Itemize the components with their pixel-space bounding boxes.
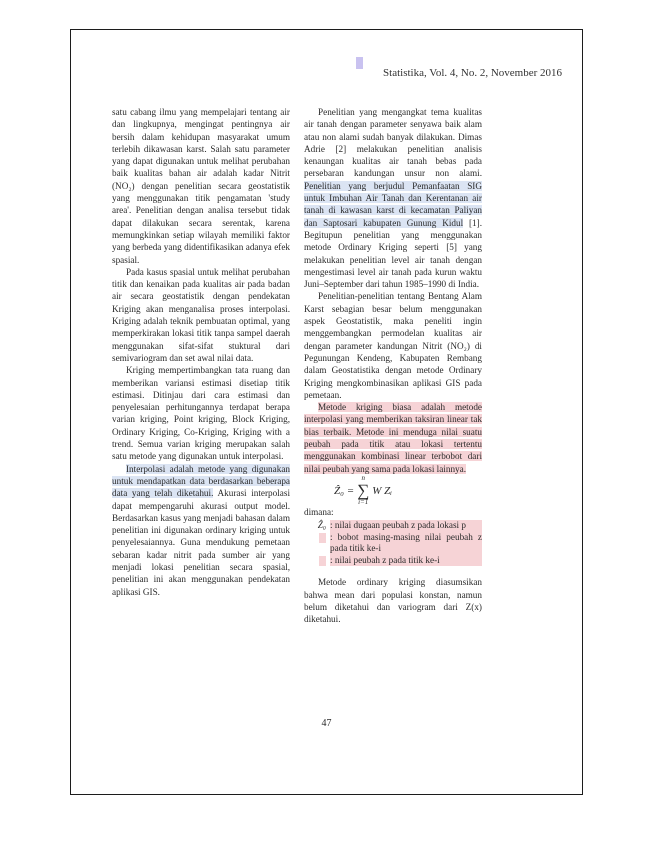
def2-text: : bobot masing-masing nilai peubah z pada titik ke-i (330, 531, 482, 554)
def2-symbol (304, 532, 330, 555)
def1-text: : nilai dugaan peubah z pada lokasi p (330, 520, 482, 532)
left-paragraph-3: Kriging mempertimbangkan tata ruang dan memberikan variansi estimasi disetiap titik estimasi. Ditinjau dari cara estimasi dan penyelesaian perhitungannya terdapat berapa varian kriging, Point kriging, Block Kriging, Ordinary Kriging, Co-Kriging, Kriging with a trend. Semua varian kriging merupakan salah satu metode yang digunakan untuk interpolasi. (112, 365, 290, 462)
dimana-label: dimana: (304, 506, 334, 517)
kriging-formula (334, 474, 482, 507)
selection-marker (356, 57, 363, 69)
sum-lower-limit: i=1 (358, 498, 369, 507)
sigma-icon: ∑ (357, 481, 370, 501)
page-number: 47 (321, 718, 332, 729)
definition-list (304, 520, 482, 566)
formula-lhs: Ẑ₀ = (334, 484, 355, 497)
study-highlight: Penelitian yang berjudul Pemanfaatan SIG untuk Imbuhan Air Tanah dan Kerentanan air tanah di kawasan karst di kecamatan Paliyan dan Saptosari kabupaten Gunung Kidul (304, 180, 482, 228)
formula-rhs: W Zᵢ (372, 484, 393, 497)
def1-symbol: Ẑ₀ (317, 520, 326, 531)
definition-1 (304, 520, 482, 532)
left-paragraph-2: Pada kasus spasial untuk melihat perubahan titik dan kenaikan pada kualitas air pada badan air secara geostatistik dengan pendekatan Kriging akan menganalisa proses interpolasi. Kriging adalah teknik pembuatan optimal, yang memperkirakan lokasi titik tanpa sampel daerah menggunakan sifat-sifat stuktural dari semivariogram dan set awal nilai data. (112, 266, 290, 363)
right-paragraph-1a: Penelitian yang mengangkat tema kualitas air tanah dengan parameter senyawa baik alam atau non alami sudah banyak dilakukan. Dimas Adrie [2] melakukan penelitian analisis kenaungan kualitas air tanah bebas pada persebaran kandungan unsur non alami. (304, 107, 482, 179)
sum-upper-limit: n (361, 474, 365, 483)
document-page (70, 29, 583, 795)
left-paragraph-4-rest: Akurasi interpolasi dapat mempengaruhi akurasi output model. Berdasarkan kasus yang menjadi bahasan dalam penelitian ini digunakan ordinary kriging untuk penyelesaiannya. Guna mendukung pemetaan sebaran kadar nitrit pada sumber air yang menjadi lokasi penelitian secara spasial, penelitian ini akan menggunakan pendekatan aplikasi GIS. (112, 488, 290, 597)
definition-3 (304, 555, 482, 567)
right-paragraph-3 (304, 401, 482, 475)
right-paragraph-1c: [1]. Begitupun penelitian yang menggunakan metode Ordinary Kriging seperti [5] yang melakukan penelitian level air tanah dengan mengestimasi level air tanah pada kurun waktu Juni–September dari tahun 1985–1990 di India. (304, 217, 483, 290)
running-header: Statistika, Vol. 4, No. 2, November 2016 (383, 67, 562, 79)
right-paragraph-2: Penelitian-penelitian tentang Bentang Alam Karst sebagian besar belum menggunakan aspek Geostatistik, maka peneliti ingin menggembangkan permodelan kualitas air dengan parameter kandungan Nitrit (NO₂) di Pegunungan Kendeng, Kabupaten Rembang dalam Geostatistika dengan metode Ordinary Kriging mengkombinasikan aplikasi GIS pada pemetaan. (304, 291, 482, 400)
right-column (304, 106, 482, 625)
left-column (112, 106, 290, 598)
right-paragraph-1 (304, 106, 482, 290)
def3-symbol (304, 555, 330, 567)
kriging-highlight: Metode kriging biasa adalah metode interpolasi yang memberikan taksiran linear tak bias terbaik. Metode ini menduga nilai suatu peubah pada titik atau lokasi tertentu menggunakan kombinasi linear terbobot dari nilai peubah yang sama pada lokasi lainnya. (304, 402, 482, 474)
def3-text: : nilai peubah z pada titik ke-i (330, 555, 482, 567)
right-paragraph-4: Metode ordinary kriging diasumsikan bahwa mean dari populasi konstan, namun belum diketahui dan variogram dari Z(x) diketahui. (304, 577, 482, 625)
left-paragraph-4 (112, 463, 290, 598)
definition-2 (304, 532, 482, 555)
left-paragraph-1: satu cabang ilmu yang mempelajari tentang air dan lingkupnya, mengingat pentingnya air bersih dalam kehidupan masyarakat umum terlebih dikawasan karst. Salah satu parameter yang dapat digunakan untuk melihat perubahan baik kualitas bahan air adalah kadar Nitrit (NO₂) dengan penelitian secara geostatistik yang menggunakan titik pengamatan 'study area'. Penelitian dengan analisa tersebut tidak dapat dilakukan secara serentak, karena memungkinkan setiap wilayah memiliki faktor yang berbeda yang didentifikasikan adanya efek spasial. (112, 107, 290, 265)
interpolation-highlight: Interpolasi adalah metode yang digunakan untuk mendapatkan data berdasarkan beberapa data yang telah diketahui. (112, 463, 290, 499)
summation (357, 475, 369, 506)
